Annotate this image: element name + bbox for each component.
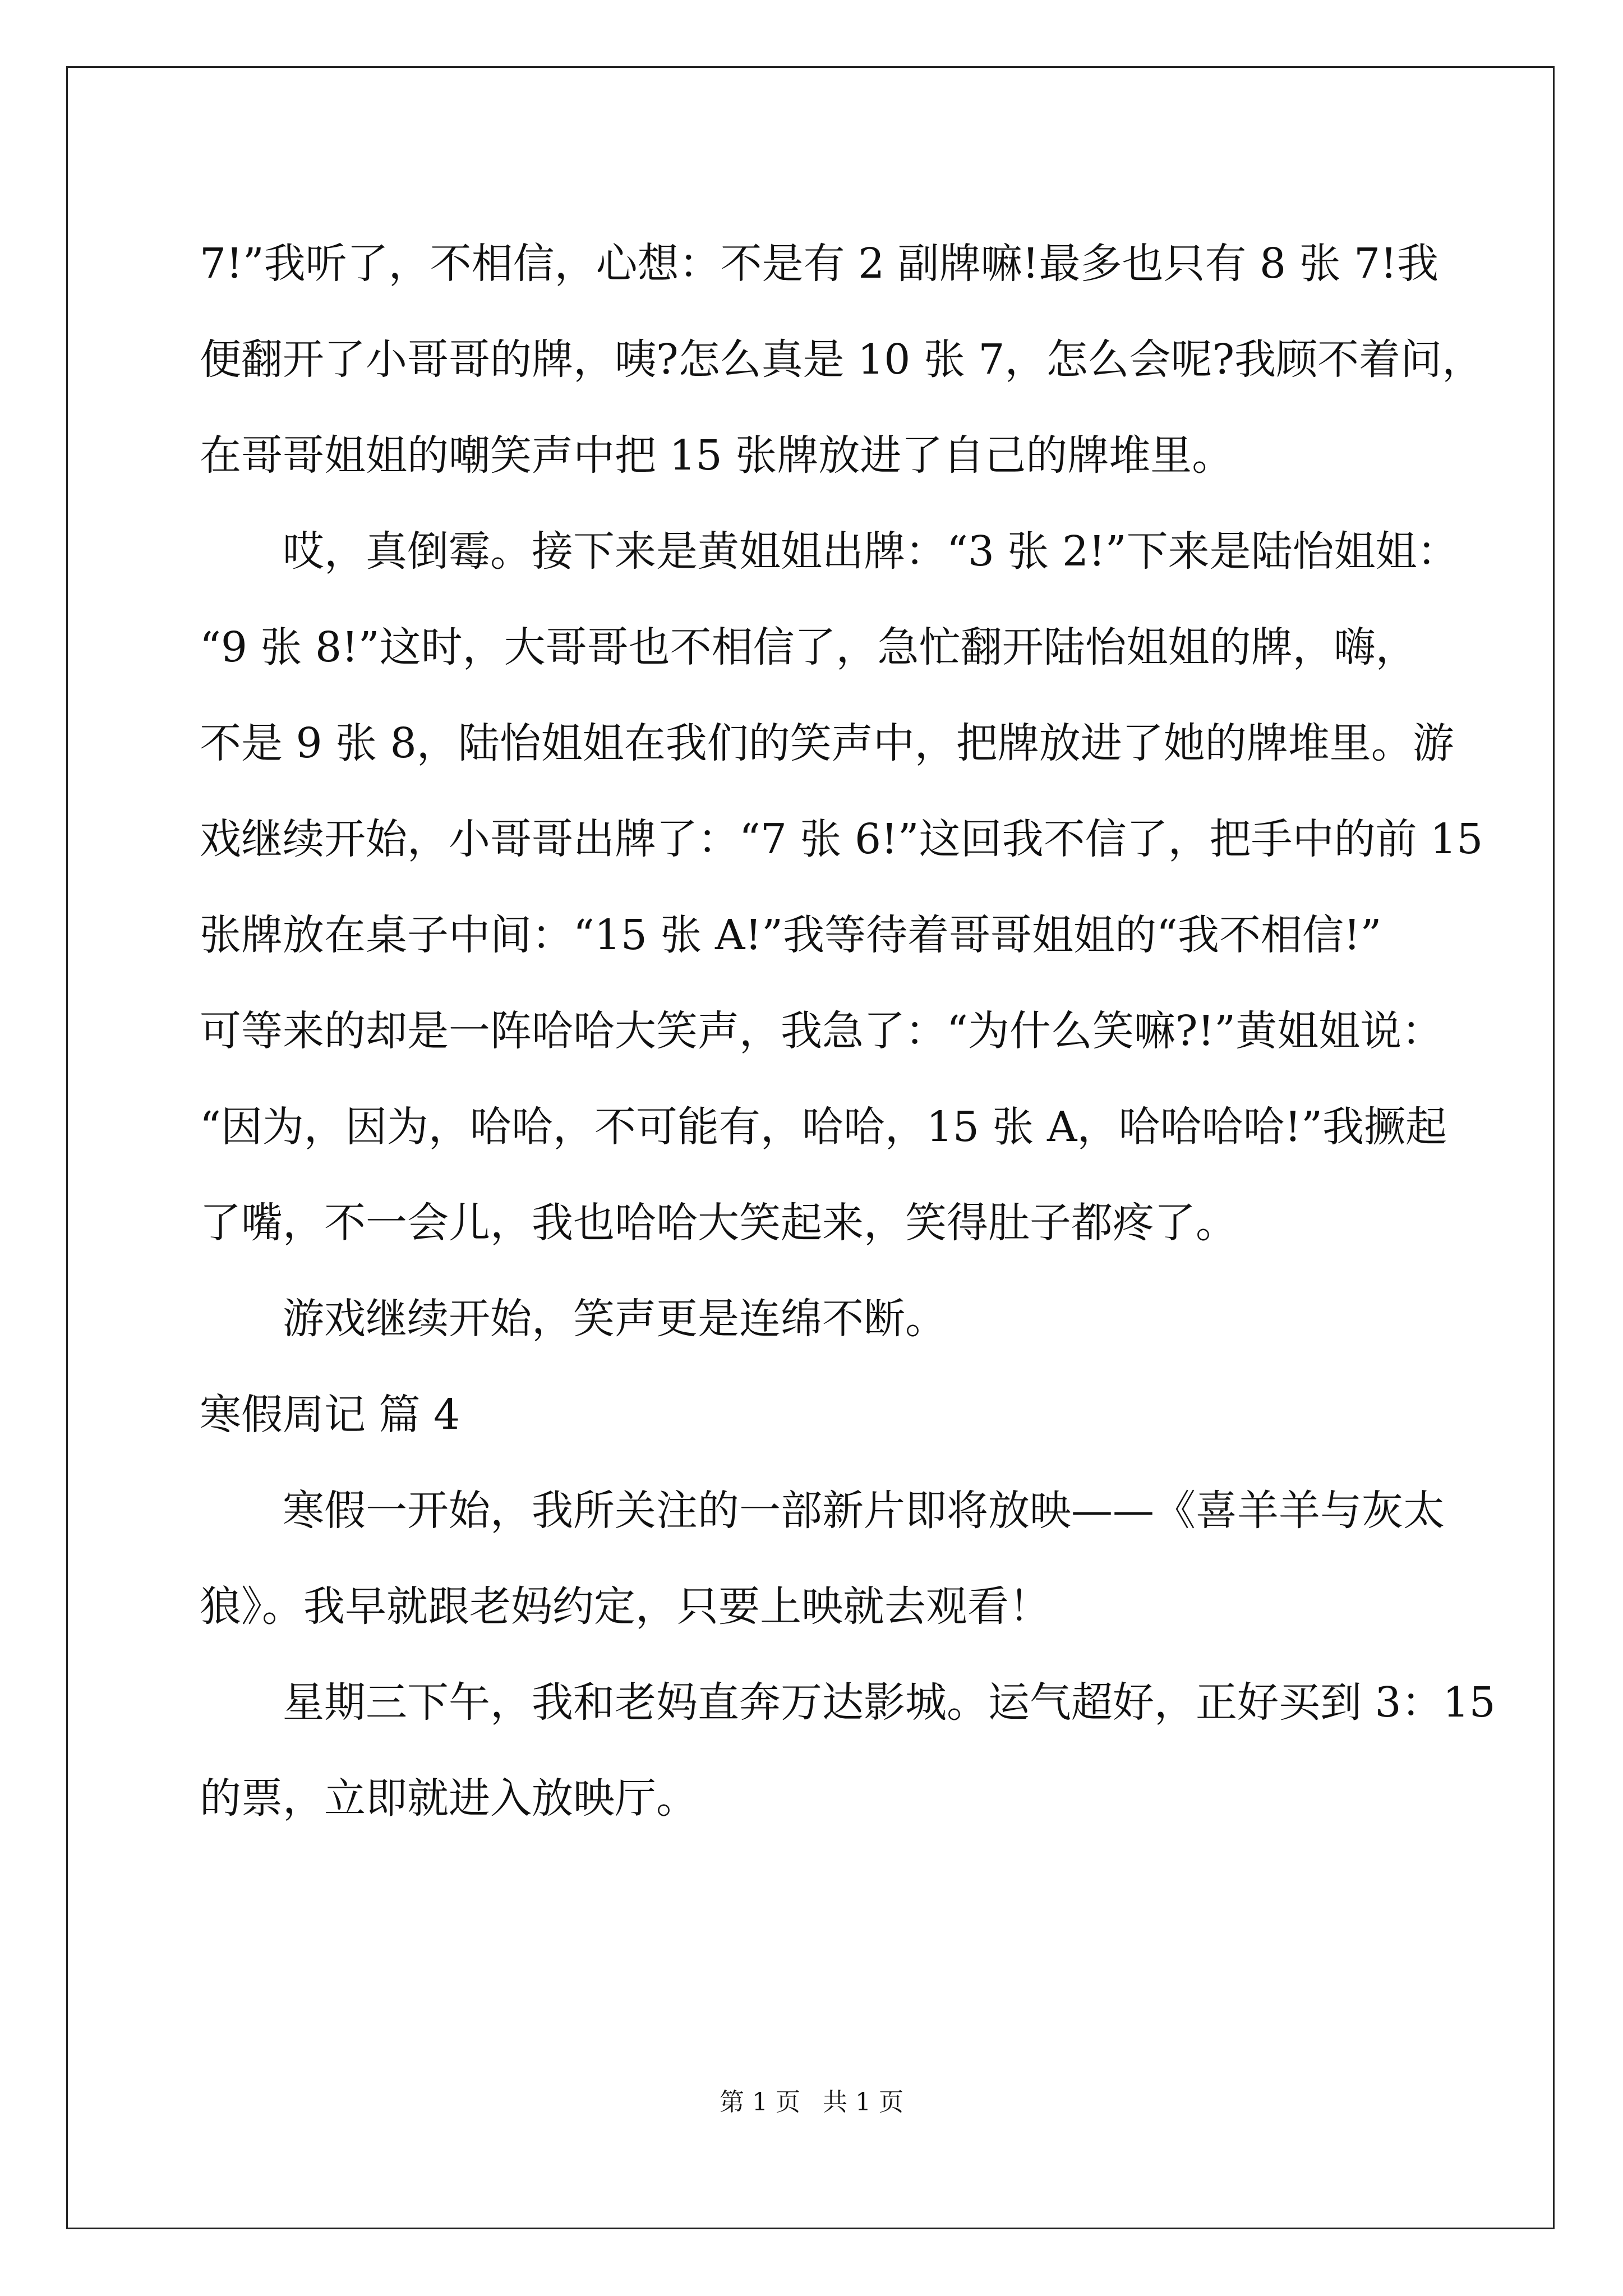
- text-line: 哎，真倒霉。接下来是黄姐姐出牌：“3 张 2!”下来是陆怡姐姐：: [283, 527, 1459, 576]
- text-line: 游戏继续开始，笑声更是连绵不断。: [283, 1295, 947, 1343]
- text-line: 张牌放在桌子中间：“15 张 A!”我等待着哥哥姐姐的“我不相信!”: [200, 911, 1382, 959]
- text-line: 戏继续开始，小哥哥出牌了：“7 张 6!”这回我不信了，把手中的前 15: [200, 815, 1483, 863]
- text-line: 的票，立即就进入放映厅。: [200, 1774, 698, 1823]
- page-footer: [0, 2086, 1623, 2119]
- text-line: “9 张 8!”这时，大哥哥也不相信了，急忙翻开陆怡姐姐的牌，嗨，: [200, 623, 1417, 671]
- text-line: 寒假一开始，我所关注的一部新片即将放映——《喜羊羊与灰太: [283, 1487, 1445, 1535]
- section-heading: 寒假周记 篇 4: [200, 1391, 460, 1439]
- text-line: 了嘴，不一会儿，我也哈哈大笑起来，笑得肚子都疼了。: [200, 1199, 1237, 1247]
- text-line: 7!”我听了，不相信，心想：不是有 2 副牌嘛!最多也只有 8 张 7!我: [200, 240, 1438, 288]
- page-total: 共 1 页: [823, 2088, 903, 2116]
- text-line: 狼》。我早就跟老妈约定，只要上映就去观看！: [200, 1582, 1050, 1631]
- document-body: [200, 216, 1496, 1847]
- text-line: “因为，因为，哈哈，不可能有，哈哈，15 张 A，哈哈哈哈!”我撅起: [200, 1103, 1447, 1151]
- text-line: 可等来的却是一阵哈哈大笑声，我急了：“为什么笑嘛?!”黄姐姐说：: [200, 1007, 1444, 1055]
- text-line: 不是 9 张 8，陆怡姐姐在我们的笑声中，把牌放进了她的牌堆里。游: [200, 719, 1454, 767]
- text-line: 在哥哥姐姐的嘲笑声中把 15 张牌放进了自己的牌堆里。: [200, 431, 1234, 480]
- text-line: 便翻开了小哥哥的牌，咦?怎么真是 10 张 7，怎么会呢?我顾不着问，: [200, 335, 1484, 384]
- text-line: 星期三下午，我和老妈直奔万达影城。运气超好，正好买到 3：15: [283, 1678, 1496, 1727]
- page-number: 第 1 页: [720, 2088, 800, 2116]
